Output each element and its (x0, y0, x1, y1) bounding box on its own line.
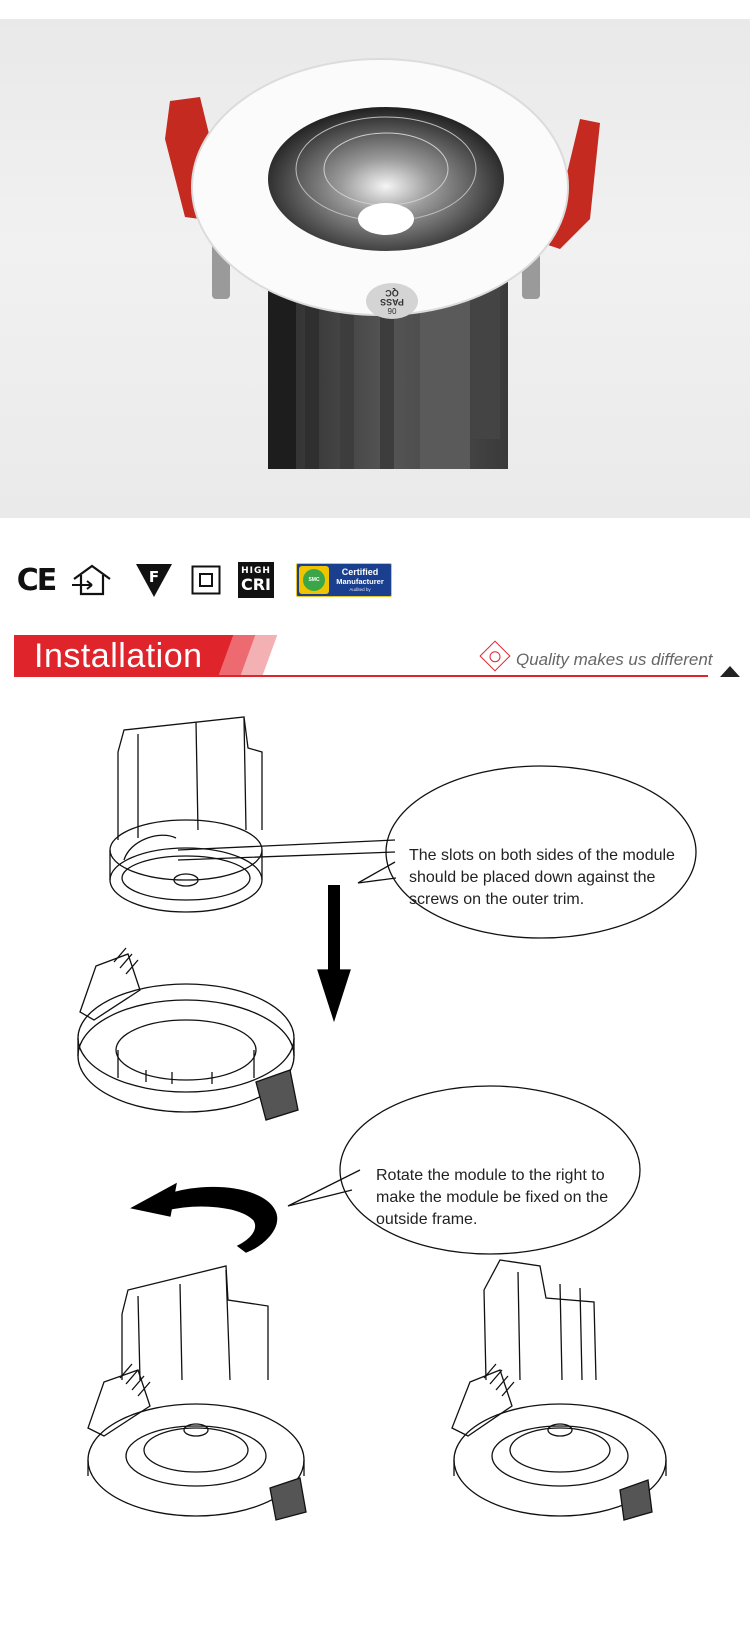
rotate-arrow-icon (166, 1187, 277, 1252)
ce-mark-icon: CE (16, 562, 56, 598)
assembled-downlight-right (452, 1260, 666, 1520)
badge-line1: Certified (341, 567, 379, 577)
step1-instruction: The slots on both sides of the module should be placed down against the screws on the outer trim. (409, 847, 675, 908)
header-underline (14, 675, 708, 677)
trim-ring-illustration (78, 948, 298, 1120)
product-photo (0, 19, 750, 518)
badge-line2: Manufacturer (336, 577, 384, 586)
section-tagline: Quality makes us different (516, 650, 713, 669)
diamond-logo-icon (479, 640, 510, 671)
installation-diagram (0, 700, 750, 1627)
high-cri-top: HIGH (241, 566, 271, 576)
triangle-marker-icon (720, 666, 740, 677)
installation-section-header (14, 635, 736, 679)
module-illustration (110, 717, 262, 912)
qc-label-line1: QC (385, 288, 399, 298)
qc-label-line3: 06 (387, 306, 397, 315)
assembled-downlight-left (88, 1266, 306, 1520)
high-cri-bottom: CRI (240, 575, 271, 594)
section-title: Installation (34, 637, 203, 675)
certified-manufacturer-badge (296, 563, 392, 597)
f-mark-icon (134, 560, 174, 600)
downlight-product-image (0, 19, 750, 518)
seal-icon: SMC (299, 566, 329, 594)
qc-label-line2: PASS (380, 297, 404, 307)
double-insulation-icon (190, 560, 222, 600)
badge-line3: Audited by (349, 586, 371, 592)
high-cri-icon (238, 562, 274, 598)
step2-instruction: Rotate the module to the right to make the module be fixed on the outside frame. (376, 1167, 609, 1228)
indoor-use-icon (70, 560, 114, 600)
f-mark-letter: F (148, 568, 160, 586)
